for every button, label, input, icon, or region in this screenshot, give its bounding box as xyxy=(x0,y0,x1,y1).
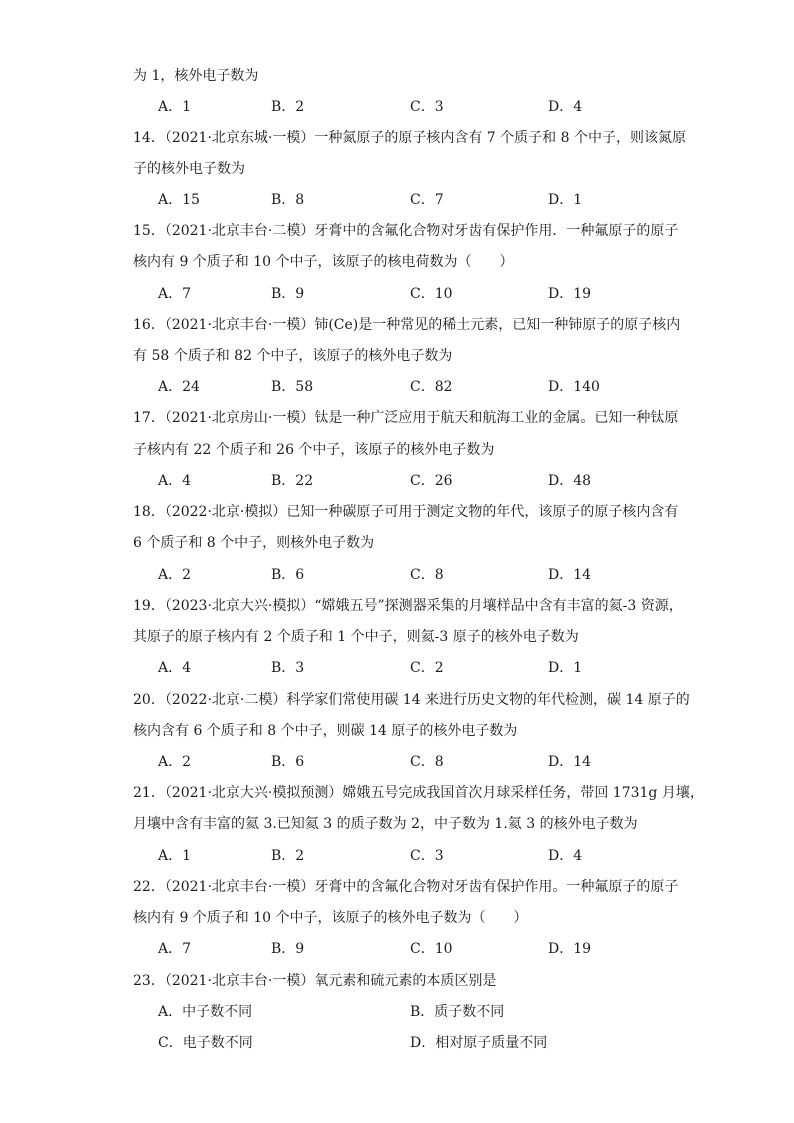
option-a[interactable]: A．24 xyxy=(158,379,200,395)
question-19-options xyxy=(158,658,628,678)
question-15-line-1: 15．（2021·北京丰台·二模）牙膏中的含氟化合物对牙齿有保护作用．一种氟原子的原子 xyxy=(133,223,679,239)
option-a[interactable]: A．4 xyxy=(158,473,192,489)
option-d[interactable]: D．14 xyxy=(548,754,592,770)
question-19-line-1: 19．（2023·北京大兴·模拟）“嫦娥五号”探测器采集的月壤样品中含有丰富的氦-3 资源， xyxy=(133,598,683,614)
option-a[interactable]: A．2 xyxy=(158,567,192,583)
option-c[interactable]: C．电子数不同 xyxy=(158,1035,253,1051)
option-b[interactable]: B．2 xyxy=(271,99,305,115)
option-b[interactable]: B．6 xyxy=(271,754,305,770)
option-c[interactable]: C．8 xyxy=(410,754,444,770)
option-c[interactable]: C．7 xyxy=(410,192,444,208)
option-b[interactable]: B．6 xyxy=(271,567,305,583)
question-18-line-2: 6 个质子和 8 个中子，则核外电子数为 xyxy=(133,535,375,551)
option-d[interactable]: D．相对原子质量不同 xyxy=(410,1035,548,1051)
option-a[interactable]: A．中子数不同 xyxy=(158,1004,253,1020)
option-b[interactable]: B．9 xyxy=(271,941,305,957)
question-23-options-row-1 xyxy=(158,1002,628,1022)
question-21-line-1: 21．（2021·北京大兴·模拟预测）嫦娥五号完成我国首次月球采样任务，带回 1731g 月壤， xyxy=(133,785,704,801)
question-20-line-2: 核内含有 6 个质子和 8 个中子，则碳 14 原子的核外电子数为 xyxy=(133,723,518,739)
option-c[interactable]: C．26 xyxy=(410,473,453,489)
question-15-options xyxy=(158,284,628,304)
option-c[interactable]: C．10 xyxy=(410,286,453,302)
question-18-line-1: 18．（2022·北京·模拟）已知一种碳原子可用于测定文物的年代，该原子的原子核内含有 xyxy=(133,504,679,520)
option-a[interactable]: A．1 xyxy=(158,99,192,115)
option-a[interactable]: A．7 xyxy=(158,941,192,957)
option-a[interactable]: A．2 xyxy=(158,754,192,770)
question-17-line-2: 子核内有 22 个质子和 26 个中子，该原子的核外电子数为 xyxy=(133,442,495,458)
option-d[interactable]: D．48 xyxy=(548,473,592,489)
option-d[interactable]: D．1 xyxy=(548,660,583,676)
question-13-text: 为 1，核外电子数为 xyxy=(133,68,259,84)
question-20-line-1: 20．（2022·北京·二模）科学家们常使用碳 14 来进行历史文物的年代检测，碳 14 原子的 xyxy=(133,692,690,708)
option-d[interactable]: D．140 xyxy=(548,379,600,395)
question-19-line-2: 其原子的原子核内有 2 个质子和 1 个中子，则氦-3 原子的核外电子数为 xyxy=(133,629,579,645)
option-a[interactable]: A．4 xyxy=(158,660,192,676)
option-b[interactable]: B．8 xyxy=(271,192,305,208)
option-c[interactable]: C．82 xyxy=(410,379,453,395)
option-b[interactable]: B．质子数不同 xyxy=(410,1004,505,1020)
question-22-line-2: 核内有 9 个质子和 10 个中子，该原子的核外电子数为（ ） xyxy=(133,910,528,926)
question-23-options-row-2 xyxy=(158,1033,628,1053)
option-c[interactable]: C．10 xyxy=(410,941,453,957)
option-d[interactable]: D．19 xyxy=(548,941,592,957)
option-d[interactable]: D．1 xyxy=(548,192,583,208)
option-c[interactable]: C．8 xyxy=(410,567,444,583)
option-c[interactable]: C．2 xyxy=(410,660,444,676)
question-22-options xyxy=(158,939,628,959)
question-23-text: 23．（2021·北京丰台·一模）氧元素和硫元素的本质区别是 xyxy=(133,973,497,989)
option-a[interactable]: A．1 xyxy=(158,848,192,864)
question-16-line-2: 有 58 个质子和 82 个中子，该原子的核外电子数为 xyxy=(133,348,453,364)
option-a[interactable]: A．7 xyxy=(158,286,192,302)
option-a[interactable]: A．15 xyxy=(158,192,200,208)
option-c[interactable]: C．3 xyxy=(410,99,444,115)
option-d[interactable]: D．14 xyxy=(548,567,592,583)
question-14-line-2: 子的核外电子数为 xyxy=(133,161,245,177)
question-21-options xyxy=(158,846,628,866)
question-14-line-1: 14．（2021·北京东城·一模）一种氮原子的原子核内含有 7 个质子和 8 个中子，则该氮原 xyxy=(133,130,686,146)
question-18-options xyxy=(158,565,628,585)
question-22-line-1: 22．（2021·北京丰台·一模）牙膏中的含氟化合物对牙齿有保护作用。一种氟原子的原子 xyxy=(133,879,679,895)
option-b[interactable]: B．2 xyxy=(271,848,305,864)
option-d[interactable]: D．4 xyxy=(548,99,583,115)
option-d[interactable]: D．4 xyxy=(548,848,583,864)
option-c[interactable]: C．3 xyxy=(410,848,444,864)
option-b[interactable]: B．58 xyxy=(271,379,314,395)
question-13-options xyxy=(158,97,628,117)
question-17-options xyxy=(158,471,628,491)
question-16-options xyxy=(158,377,628,397)
option-b[interactable]: B．3 xyxy=(271,660,305,676)
question-14-options xyxy=(158,190,628,210)
option-d[interactable]: D．19 xyxy=(548,286,592,302)
question-21-line-2: 月壤中含有丰富的氦 3.已知氦 3 的质子数为 2，中子数为 1.氦 3 的核外电子数为 xyxy=(133,816,638,832)
option-b[interactable]: B．22 xyxy=(271,473,314,489)
question-20-options xyxy=(158,752,628,772)
option-b[interactable]: B．9 xyxy=(271,286,305,302)
question-15-line-2: 核内有 9 个质子和 10 个中子，该原子的核电荷数为（ ） xyxy=(133,254,514,270)
question-17-line-1: 17．（2021·北京房山·一模）钛是一种广泛应用于航天和航海工业的金属。已知一种钛原 xyxy=(133,410,679,426)
question-16-line-1: 16．（2021·北京丰台·一模）铈(Ce)是一种常见的稀土元素，已知一种铈原子的原子核内 xyxy=(133,317,681,333)
